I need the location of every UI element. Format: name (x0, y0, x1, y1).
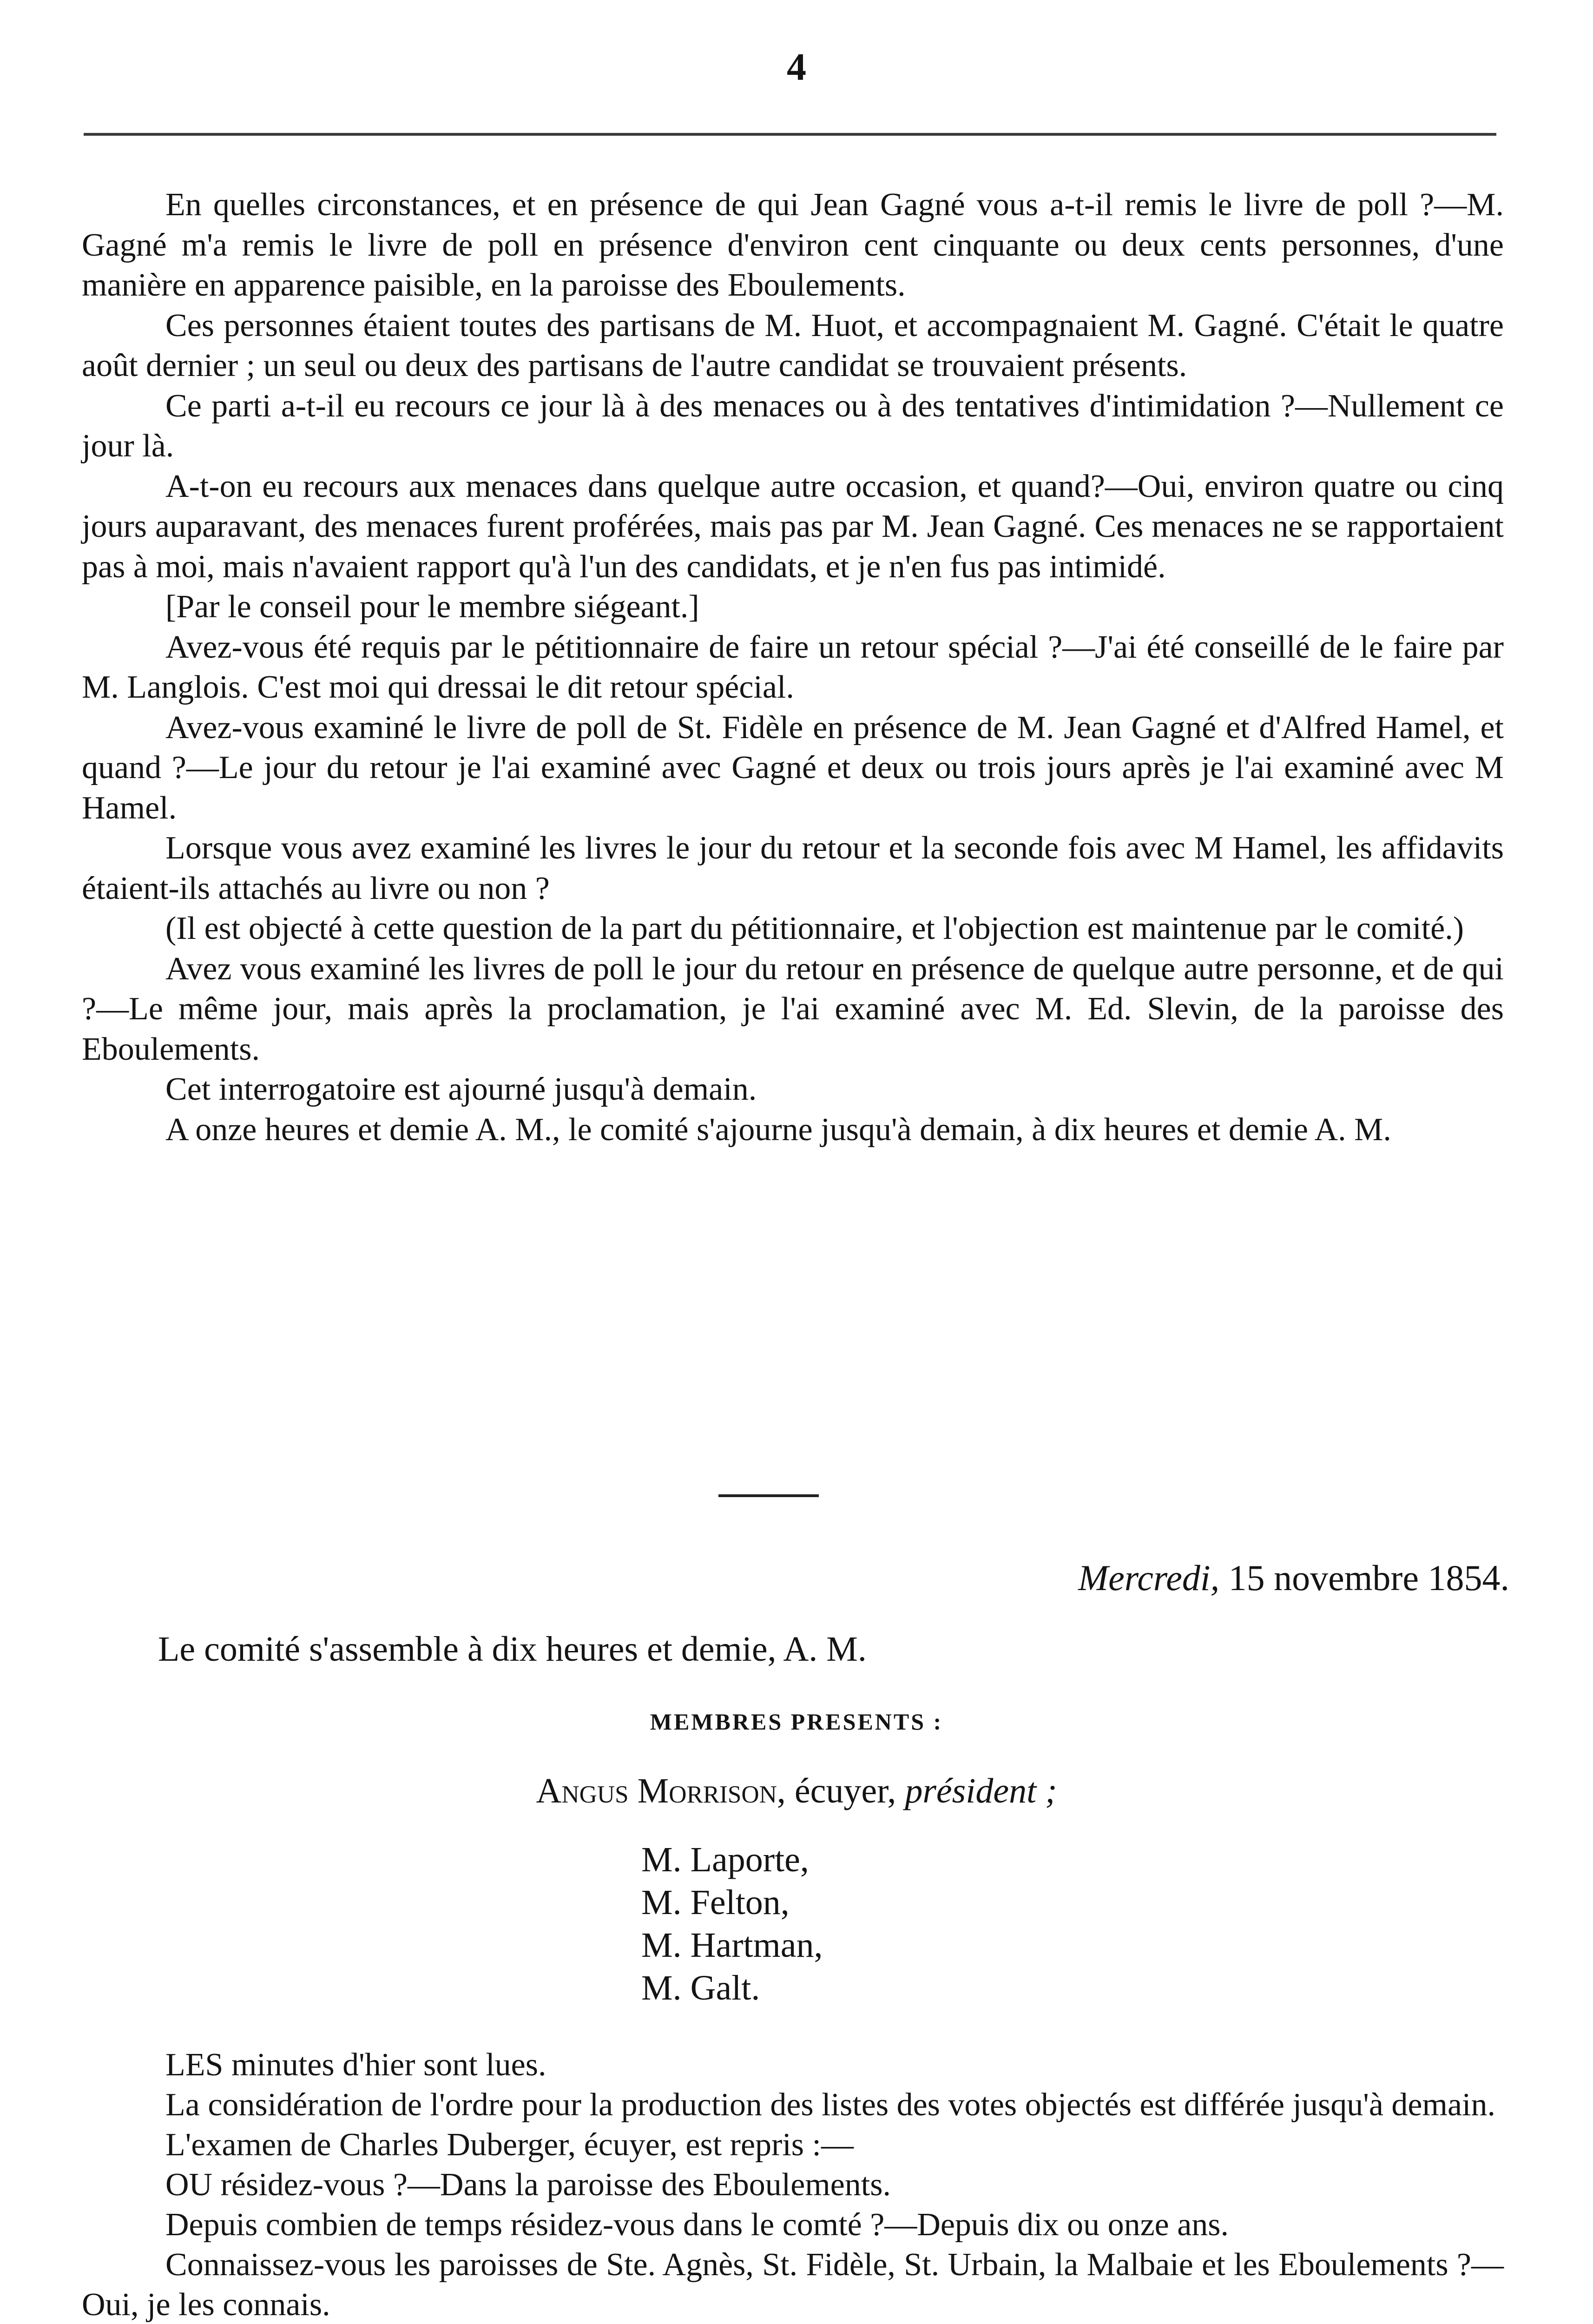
testimony-paragraph: A-t-on eu recours aux menaces dans quelque autre occasion, et quand?—Oui, environ quatre ou cinq jours auparavant, des menaces furent proférées, mais pas par M. Jean Gagné. Ces menaces ne se rapportaient pas à moi, mais n'avaient rapport qu'à l'un des candidats, et je n'en fus pas intimidé. (82, 468, 1504, 585)
testimony-paragraph: Avez-vous été requis par le pétitionnaire de faire un retour spécial ?—J'ai été conseillé de le faire par M. Langlois. C'est moi qui dressai le dit retour spécial. (82, 629, 1504, 705)
testimony-paragraph: Ce parti a-t-il eu recours ce jour là à des menaces ou à des tentatives d'intimidation ?—Nullement ce jour là. (82, 388, 1504, 464)
testimony-paragraph: Avez-vous examiné le livre de poll de St. Fidèle en présence de M. Jean Gagné et d'Alfred Hamel, et quand ?—Le jour du retour je l'ai examiné avec Gagné et deux ou trois jours après je l'ai examiné avec M Hamel. (82, 709, 1504, 826)
minutes-paragraph: LES minutes d'hier sont lues. (165, 2047, 546, 2083)
president-line (0, 1771, 1593, 1811)
section-divider (718, 1494, 819, 1497)
testimony-paragraph: En quelles circonstances, et en présence de qui Jean Gagné vous a-t-il remis le livre de poll ?—M. Gagné m'a remis le livre de poll en présence d'environ cent cinquante ou deux cents personnes, d'une manière en apparence paisible, en la paroisse des Eboulements. (82, 187, 1504, 303)
member-item: M. Felton, (641, 1883, 790, 1922)
members-heading: MEMBRES PRESENTS : (650, 1709, 943, 1735)
member-list (641, 1838, 823, 2009)
testimony-paragraph: (Il est objecté à cette question de la part du pétitionnaire, et l'objection est maintenue par le comité.) (165, 911, 1464, 946)
top-rule (84, 133, 1496, 136)
session-open: Le comité s'assemble à dix heures et demie, A. M. (158, 1630, 867, 1669)
minutes-paragraph: Depuis combien de temps résidez-vous dans le comté ?—Depuis dix ou onze ans. (165, 2207, 1229, 2243)
dateline-date: 15 novembre 1854. (1228, 1558, 1509, 1598)
minutes-text (82, 2045, 1504, 2324)
president-title: écuyer, (794, 1771, 896, 1810)
testimony-paragraph: Lorsque vous avez examiné les livres le jour du retour et la seconde fois avec M Hamel, les affidavits étaient-ils attachés au livre ou non ? (82, 830, 1504, 906)
president-role: président ; (905, 1771, 1057, 1810)
minutes-paragraph: L'examen de Charles Duberger, écuyer, est repris :— (165, 2127, 854, 2163)
testimony-paragraph: [Par le conseil pour le membre siégeant.] (165, 589, 699, 625)
minutes-paragraph: La considération de l'ordre pour la production des listes des votes objectés est différée jusqu'à demain. (165, 2087, 1495, 2123)
dateline-day: Mercredi, (1078, 1558, 1220, 1598)
testimony-paragraph: Cet interrogatoire est ajourné jusqu'à demain. (165, 1071, 757, 1107)
testimony-paragraph: A onze heures et demie A. M., le comité s'ajourne jusqu'à demain, à dix heures et demie A. M. (165, 1111, 1391, 1148)
testimony-paragraph: Ces personnes étaient toutes des partisans de M. Huot, et accompagnaient M. Gagné. C'était le quatre août dernier ; un seul ou deux des partisans de l'autre candidat se trouvaient présents. (82, 307, 1504, 383)
testimony-text (82, 185, 1504, 1150)
page-number: 4 (787, 46, 806, 89)
president-name: Angus Morrison, (536, 1771, 786, 1810)
minutes-paragraph: OU résidez-vous ?—Dans la paroisse des Eboulements. (165, 2167, 891, 2203)
dateline (1078, 1557, 1509, 1599)
minutes-paragraph: Connaissez-vous les paroisses de Ste. Agnès, St. Fidèle, St. Urbain, la Malbaie et les Eboulements ?—Oui, je les connais. (82, 2247, 1504, 2323)
member-item: M. Galt. (641, 1968, 760, 2007)
testimony-paragraph: Avez vous examiné les livres de poll le jour du retour en présence de quelque autre personne, et de qui ?—Le même jour, mais après la proclamation, je l'ai examiné avec M. Ed. Slevin, de la paroisse des Eboulements. (82, 951, 1504, 1067)
member-item: M. Hartman, (641, 1926, 823, 1965)
member-item: M. Laporte, (641, 1840, 809, 1879)
